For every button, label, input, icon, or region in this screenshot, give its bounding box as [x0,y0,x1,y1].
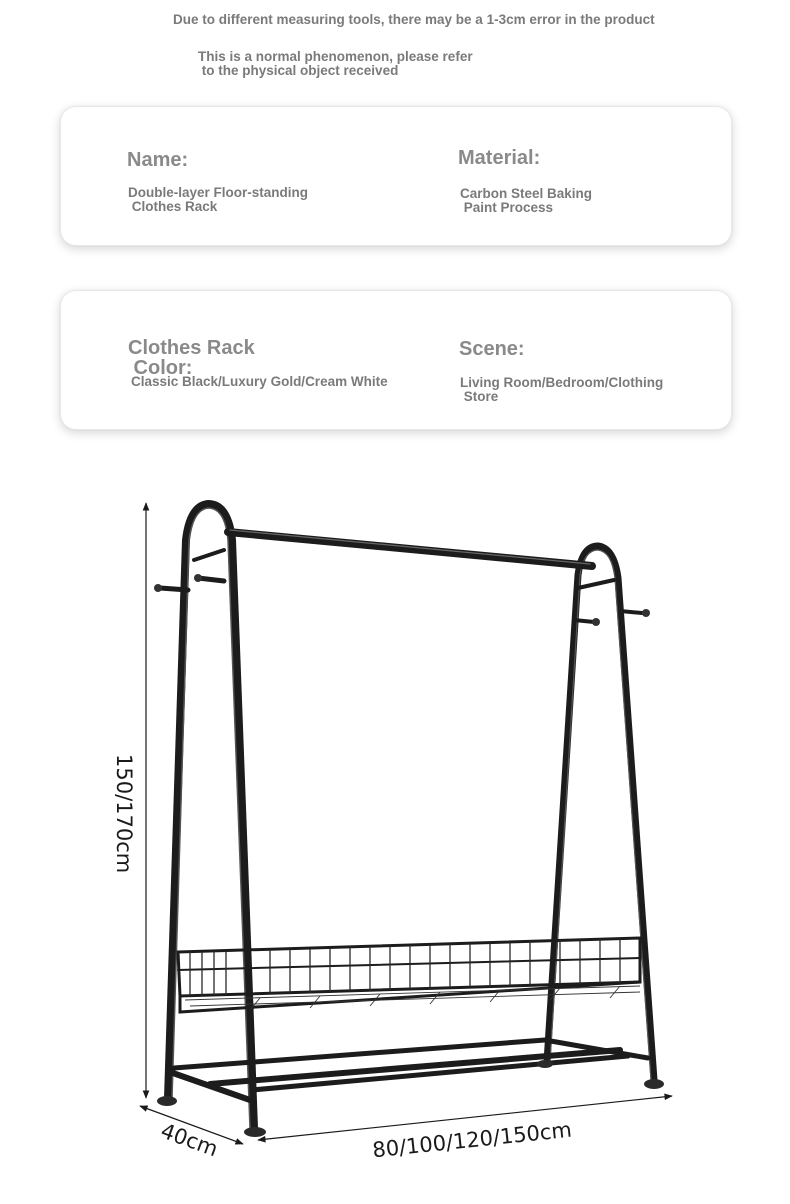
height-dimension-label: 150/170cm [112,754,136,874]
material-label: Material: [458,147,541,169]
scene-value: Living Room/Bedroom/Clothing Store [460,375,664,404]
leveling-feet [157,1060,664,1137]
rack-frame [160,504,654,1128]
normal-phenomenon-notice: This is a normal phenomenon, please refer to the physical object received [198,49,473,78]
measurement-error-notice: Due to different measuring tools, there may be a 1-3cm error in the product [173,12,655,27]
scene-label: Scene: [459,338,525,360]
material-value: Carbon Steel Baking Paint Process [460,186,593,215]
color-value: Classic Black/Luxury Gold/Cream White [131,374,388,389]
info-card-name-material [60,106,732,246]
depth-dimension-label: 40cm [157,1118,222,1162]
info-card-color-scene [60,290,732,430]
color-label: Clothes Rack Color: [128,337,255,379]
name-label: Name: [127,149,189,171]
width-dimension-label: 80/100/120/150cm [371,1117,573,1163]
bottom-bars [170,1040,648,1100]
name-value: Double-layer Floor-standing Clothes Rack [128,185,309,214]
